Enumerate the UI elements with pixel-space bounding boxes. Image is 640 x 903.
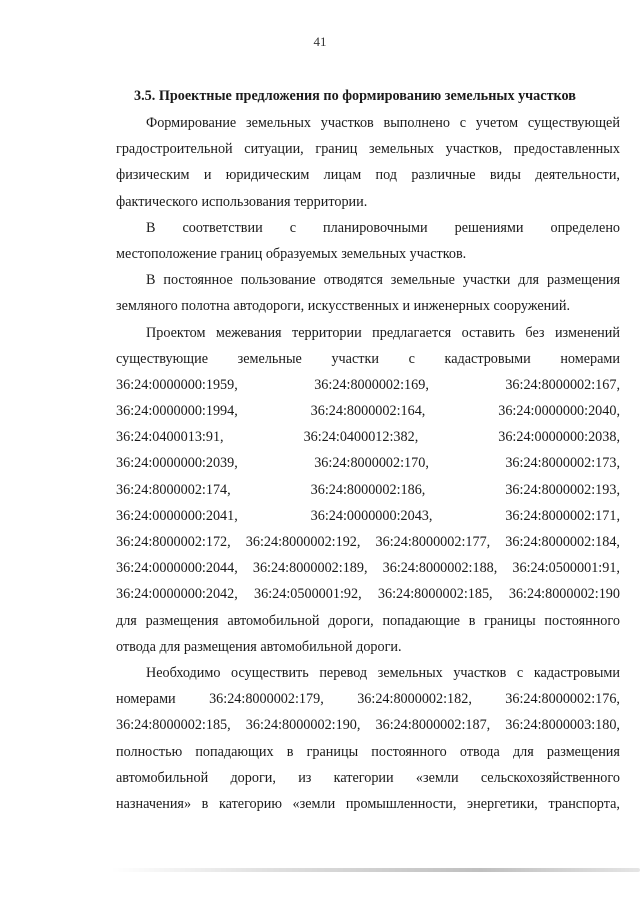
word: в [286, 743, 294, 760]
word: с [289, 219, 297, 236]
text-line [116, 450, 620, 476]
word: постоянного [544, 612, 620, 629]
word: попадающих [195, 743, 274, 760]
word: 36:24:0500001:92, [254, 586, 362, 603]
word: 36:24:8000002:188, [382, 560, 498, 577]
word: участки [331, 350, 379, 367]
text-line [116, 398, 620, 424]
text-line [116, 608, 620, 634]
word: и [203, 167, 212, 184]
word: 36:24:8000002:187, [375, 717, 491, 734]
text-line [116, 346, 620, 372]
word: 36:24:0400012:382, [303, 429, 419, 446]
text-line [116, 503, 620, 529]
word: с [516, 664, 524, 681]
word: категории [333, 769, 394, 786]
word: 36:24:8000002:171, [505, 507, 620, 524]
word: 36:24:8000002:169, [314, 376, 429, 393]
word: в [468, 612, 476, 629]
word: участки [462, 272, 511, 289]
word: 36:24:8000002:179, [209, 691, 324, 708]
word: 36:24:8000002:193, [505, 481, 620, 498]
word: 36:24:0000000:1959, [116, 376, 238, 393]
word: автомобильной [116, 769, 209, 786]
word: под [375, 167, 398, 184]
word: юридическим [225, 167, 310, 184]
word: кадастровыми [444, 350, 531, 367]
word: существующие [116, 350, 208, 367]
word: участков [453, 664, 507, 681]
word: виды [489, 167, 521, 184]
word: 36:24:0000000:2039, [116, 455, 238, 472]
section-heading: 3.5. Проектные предложения по формированию земельных участков [134, 88, 576, 104]
word: с [459, 115, 467, 131]
word: границы [484, 612, 536, 629]
word: земельных [377, 664, 443, 681]
word: границы [306, 743, 359, 760]
text-line [116, 686, 620, 712]
word: 36:24:8000002:185, [377, 586, 493, 603]
word: межевания [215, 324, 282, 341]
word: изменений [554, 324, 620, 341]
word: с [408, 350, 415, 367]
word: дороги, [230, 769, 276, 786]
word: 36:24:8000002:186, [310, 481, 426, 498]
word: Необходимо [146, 664, 221, 681]
text-line [116, 215, 620, 241]
word: участков, [445, 141, 503, 158]
word: из [298, 769, 312, 786]
word: размещения [145, 612, 219, 629]
word: решениями [454, 219, 524, 236]
word: определено [550, 219, 620, 236]
word: физическим [116, 167, 190, 184]
text-line [116, 110, 620, 136]
word: 36:24:0000000:2042, [116, 586, 238, 603]
text-line [116, 529, 620, 555]
text-line: отвода для размещения автомобильной дороги. [116, 638, 402, 655]
text-line: земляного полотна автодороги, искусственных и инженерных сооружений. [116, 298, 571, 315]
word: размещения [546, 272, 620, 289]
word: 36:24:8000002:174, [116, 481, 231, 498]
text-line: фактического использования территории. [116, 193, 368, 210]
word: земельные [390, 272, 455, 289]
word: попадающие [382, 612, 460, 629]
word: деятельности, [535, 167, 620, 184]
word: осуществить [231, 664, 309, 681]
word: 36:24:8000002:173, [505, 455, 620, 472]
word: для [116, 612, 137, 629]
word: 36:24:0000000:2044, [116, 560, 238, 577]
word: номерами [116, 691, 176, 708]
word: энергетики, [467, 795, 538, 812]
word: постоянного [371, 743, 447, 760]
word: 36:24:8000002:184, [505, 534, 620, 550]
word: для [512, 743, 534, 760]
word: 36:24:8000002:167, [505, 376, 620, 393]
word: пользование [240, 272, 316, 289]
word: В [146, 272, 156, 289]
word: лицам [323, 167, 362, 184]
word: 36:24:8000002:177, [375, 534, 491, 550]
word: земельных [369, 141, 434, 158]
word: дороги, [328, 612, 374, 629]
text-line [116, 477, 620, 503]
word: В [146, 219, 156, 236]
word: границ [315, 141, 358, 158]
word: 36:24:0500001:91, [512, 560, 620, 577]
word: транспорта, [548, 795, 620, 812]
word: перевод [319, 664, 368, 681]
word: 36:24:0400013:91, [116, 429, 224, 446]
text-line: местоположение границ образуемых земельных участков. [116, 245, 467, 262]
word: 36:24:8000002:176, [505, 691, 620, 708]
word: Формирование [146, 115, 237, 131]
text-line [116, 424, 620, 450]
text-line [116, 372, 620, 398]
word: 36:24:8000002:164, [310, 403, 426, 420]
word: кадастровыми [533, 664, 620, 681]
text-line [116, 320, 620, 346]
scan-artifact [110, 868, 640, 872]
word: без [525, 324, 545, 341]
word: отводятся [323, 272, 383, 289]
word: 36:24:8000002:189, [252, 560, 368, 577]
word: 36:24:8000002:192, [245, 534, 361, 550]
text-line [116, 267, 620, 293]
word: 36:24:8000003:180, [505, 717, 620, 734]
word: «земли [292, 795, 336, 812]
word: 36:24:0000000:2040, [498, 403, 620, 420]
text-line [116, 581, 620, 607]
word: ситуации, [244, 141, 304, 158]
word: земельных [246, 115, 311, 131]
word: 36:24:8000002:172, [116, 534, 231, 550]
page-number: 41 [313, 34, 327, 49]
word: размещения [546, 743, 620, 760]
text-line [116, 162, 620, 188]
word: отвода [459, 743, 500, 760]
word: полностью [116, 743, 183, 760]
word: земельные [237, 350, 302, 367]
word: назначения» [116, 795, 192, 812]
word: предлагается [372, 324, 452, 341]
word: существующей [527, 115, 620, 131]
word: Проектом [146, 324, 206, 341]
word: 36:24:8000002:170, [314, 455, 429, 472]
word: в [201, 795, 209, 812]
word: градостроительной [116, 141, 233, 158]
word: территории [292, 324, 362, 341]
word: учетом [475, 115, 519, 131]
word: категорию [218, 795, 282, 812]
word: 36:24:8000002:190 [508, 586, 620, 603]
text-line [116, 765, 620, 791]
word: участков [320, 115, 374, 131]
word: соответствии [182, 219, 263, 236]
text-line [116, 136, 620, 162]
word: автомобильной [227, 612, 320, 629]
word: для [518, 272, 540, 289]
word: 36:24:0000000:2043, [310, 507, 433, 524]
word: планировочными [323, 219, 428, 236]
word: сельскохозяйственного [480, 769, 620, 786]
text-line [116, 791, 620, 817]
word: 36:24:0000000:1994, [116, 403, 238, 420]
word: 36:24:0000000:2041, [116, 507, 238, 524]
body-text [116, 110, 620, 817]
text-line [116, 555, 620, 581]
word: номерами [560, 350, 620, 367]
word: 36:24:8000002:185, [116, 717, 231, 734]
word: различные [411, 167, 476, 184]
word: промышленности, [345, 795, 457, 812]
word: постоянное [163, 272, 233, 289]
text-line [116, 660, 620, 686]
word: 36:24:0000000:2038, [498, 429, 620, 446]
word: оставить [461, 324, 515, 341]
text-line [116, 739, 620, 765]
word: 36:24:8000002:190, [245, 717, 361, 734]
word: выполнено [383, 115, 450, 131]
word: предоставленных [513, 141, 620, 158]
word: «земли [415, 769, 459, 786]
text-line [116, 712, 620, 738]
word: 36:24:8000002:182, [357, 691, 472, 708]
